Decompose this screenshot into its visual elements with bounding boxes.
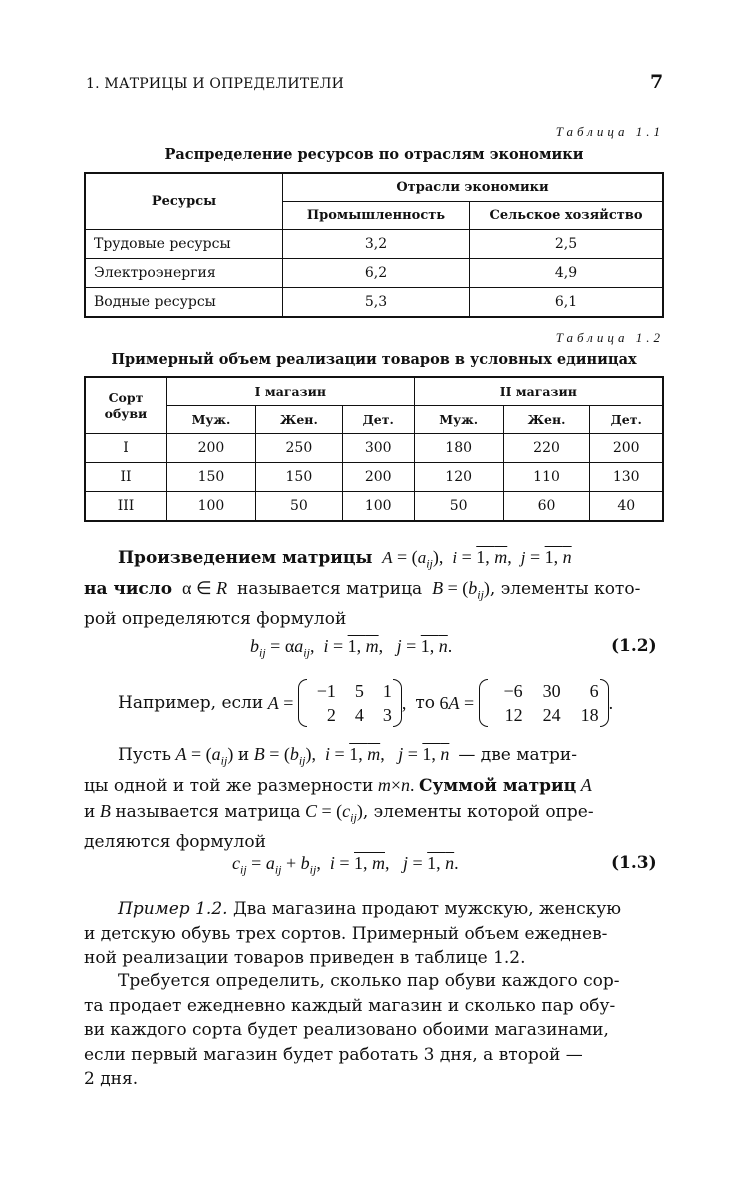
cell-value: 5,3: [283, 288, 470, 318]
cell-value: 40: [590, 492, 663, 522]
cell-value: 60: [503, 492, 590, 522]
subheader-women: Жен.: [503, 406, 590, 434]
task-text: 2 дня.: [84, 1069, 139, 1089]
subheader-men: Муж.: [167, 406, 256, 434]
paragraph-task: [84, 969, 664, 1092]
example-text: Два магазина продают мужскую, женскую: [232, 899, 622, 919]
column-header-store1: I магазин: [167, 377, 415, 406]
paragraph-product-definition: Произведением матрицы $A = (a_{ij})$, i = 1, m, j = 1, n на число α ∈ R называется матрица $B = (b_{ij})$, элементы кото- рой определяются формулой: [84, 545, 664, 631]
formula-1-3: $c_{ij} = a_{ij} + b_{ij}$, i = 1, m, j = 1, n.: [232, 853, 459, 877]
table-row: [85, 492, 663, 522]
cell-value: 100: [167, 492, 256, 522]
cell-value: 130: [590, 463, 663, 492]
cell-value: 3,2: [283, 230, 470, 259]
sum-intro: Пусть: [118, 745, 172, 765]
table-row: [85, 230, 663, 259]
table-row: [85, 463, 663, 492]
paragraph-sum-definition: Пусть $A = (a_{ij})$ и $B = (b_{ij})$, i = 1, m, j = 1, n — две матри- цы одной и той же размерности m×n. Суммой матриц A и B называется матрица $C = (c_{ij})$, элементы которой опре- деляются формулой: [84, 742, 664, 854]
paragraph-example: [84, 897, 664, 971]
cell-value: 220: [503, 434, 590, 463]
column-header-resources: Ресурсы: [85, 173, 283, 230]
matrix-a: −1 5 1 2 4 3: [298, 679, 402, 727]
formula-number: (1.2): [611, 636, 657, 656]
example-label: Пример 1.2.: [118, 899, 228, 919]
sum-dash: — две матри-: [458, 745, 577, 765]
cell-value: 180: [414, 434, 503, 463]
column-header-industry: Промышленность: [283, 202, 470, 230]
row-name: Трудовые ресурсы: [85, 230, 283, 259]
task-text: Требуется определить, сколько пар обуви каждого сор-: [118, 971, 620, 991]
column-header-group: Отрасли экономики: [283, 173, 664, 202]
cell-value: 250: [255, 434, 342, 463]
subheader-kids: Дет.: [590, 406, 663, 434]
table-row: [85, 434, 663, 463]
task-text: ви каждого сорта будет реализовано обоими магазинами,: [84, 1020, 609, 1040]
definition-text: рой определяются формулой: [84, 608, 347, 629]
table-row: [85, 259, 663, 288]
example-then: то: [415, 693, 435, 713]
sum-line3c: , элементы которой опре-: [362, 801, 594, 822]
row-sort: I: [85, 434, 167, 463]
cell-value: 100: [342, 492, 414, 522]
column-header-agriculture: Сельское хозяйство: [470, 202, 664, 230]
table2-label: Таблица 1.2: [555, 330, 664, 345]
task-text: та продает ежедневно каждый магазин и сколько пар обу-: [84, 995, 616, 1016]
sum-line3a: и: [84, 801, 96, 822]
subheader-men: Муж.: [414, 406, 503, 434]
cell-value: 150: [255, 463, 342, 492]
example-prefix: Например, если: [118, 693, 264, 713]
task-text: если первый магазин будет работать 3 дня, а второй —: [84, 1044, 583, 1065]
definition-text: , элементы кото-: [489, 578, 641, 599]
table-row: [85, 288, 663, 318]
cell-value: 6,1: [470, 288, 664, 318]
matrix-6a: −6 30 6 12 24 18: [479, 679, 609, 727]
term-product: Произведением матрицы: [118, 548, 373, 568]
definition-text: называется матрица: [237, 578, 423, 599]
column-header-sort: Сорт обуви: [85, 377, 167, 434]
column-header-store2: II магазин: [414, 377, 663, 406]
cell-value: 150: [167, 463, 256, 492]
table-sales-volume: [84, 376, 664, 522]
subheader-women: Жен.: [255, 406, 342, 434]
example-text: ной реализации товаров приведен в таблице 1.2.: [84, 948, 526, 968]
cell-value: 50: [414, 492, 503, 522]
row-sort: III: [85, 492, 167, 522]
table2-title: Примерный объем реализации товаров в условных единицах: [111, 351, 637, 368]
cell-value: 6,2: [283, 259, 470, 288]
example-matrices: Например, если A = −1 5 1 2 4 3 , то 6A = −6 30 6 12 24 18 .: [118, 681, 614, 725]
row-name: Водные ресурсы: [85, 288, 283, 318]
math-inline: A: [377, 548, 393, 567]
sum-line3b: называется матрица: [115, 801, 301, 822]
row-name: Электроэнергия: [85, 259, 283, 288]
example-text: и детскую обувь трех сортов. Примерный объем ежеднев-: [84, 923, 608, 944]
formula-number: (1.3): [611, 853, 657, 873]
table1-label: Таблица 1.1: [555, 124, 664, 139]
subheader-kids: Дет.: [342, 406, 414, 434]
sum-and: и: [237, 745, 250, 765]
page-number: 7: [650, 71, 664, 93]
row-sort: II: [85, 463, 167, 492]
cell-value: 4,9: [470, 259, 664, 288]
table1-title: Распределение ресурсов по отраслям экономики: [164, 146, 584, 163]
cell-value: 200: [342, 463, 414, 492]
cell-value: 300: [342, 434, 414, 463]
sum-line4: деляются формулой: [84, 831, 266, 852]
cell-value: 110: [503, 463, 590, 492]
term-on-number: на число: [84, 578, 173, 599]
table-resource-distribution: [84, 172, 664, 318]
cell-value: 120: [414, 463, 503, 492]
cell-value: 2,5: [470, 230, 664, 259]
cell-value: 200: [590, 434, 663, 463]
formula-1-2: $b_{ij} = \alpha a_{ij}$, i = 1, m, j = 1, n.: [250, 636, 453, 660]
cell-value: 50: [255, 492, 342, 522]
sum-line2: цы одной и той же размерности: [84, 776, 374, 797]
section-header: 1. МАТРИЦЫ И ОПРЕДЕЛИТЕЛИ: [86, 76, 345, 92]
cell-value: 200: [167, 434, 256, 463]
term-sum: Суммой матриц: [419, 776, 577, 797]
